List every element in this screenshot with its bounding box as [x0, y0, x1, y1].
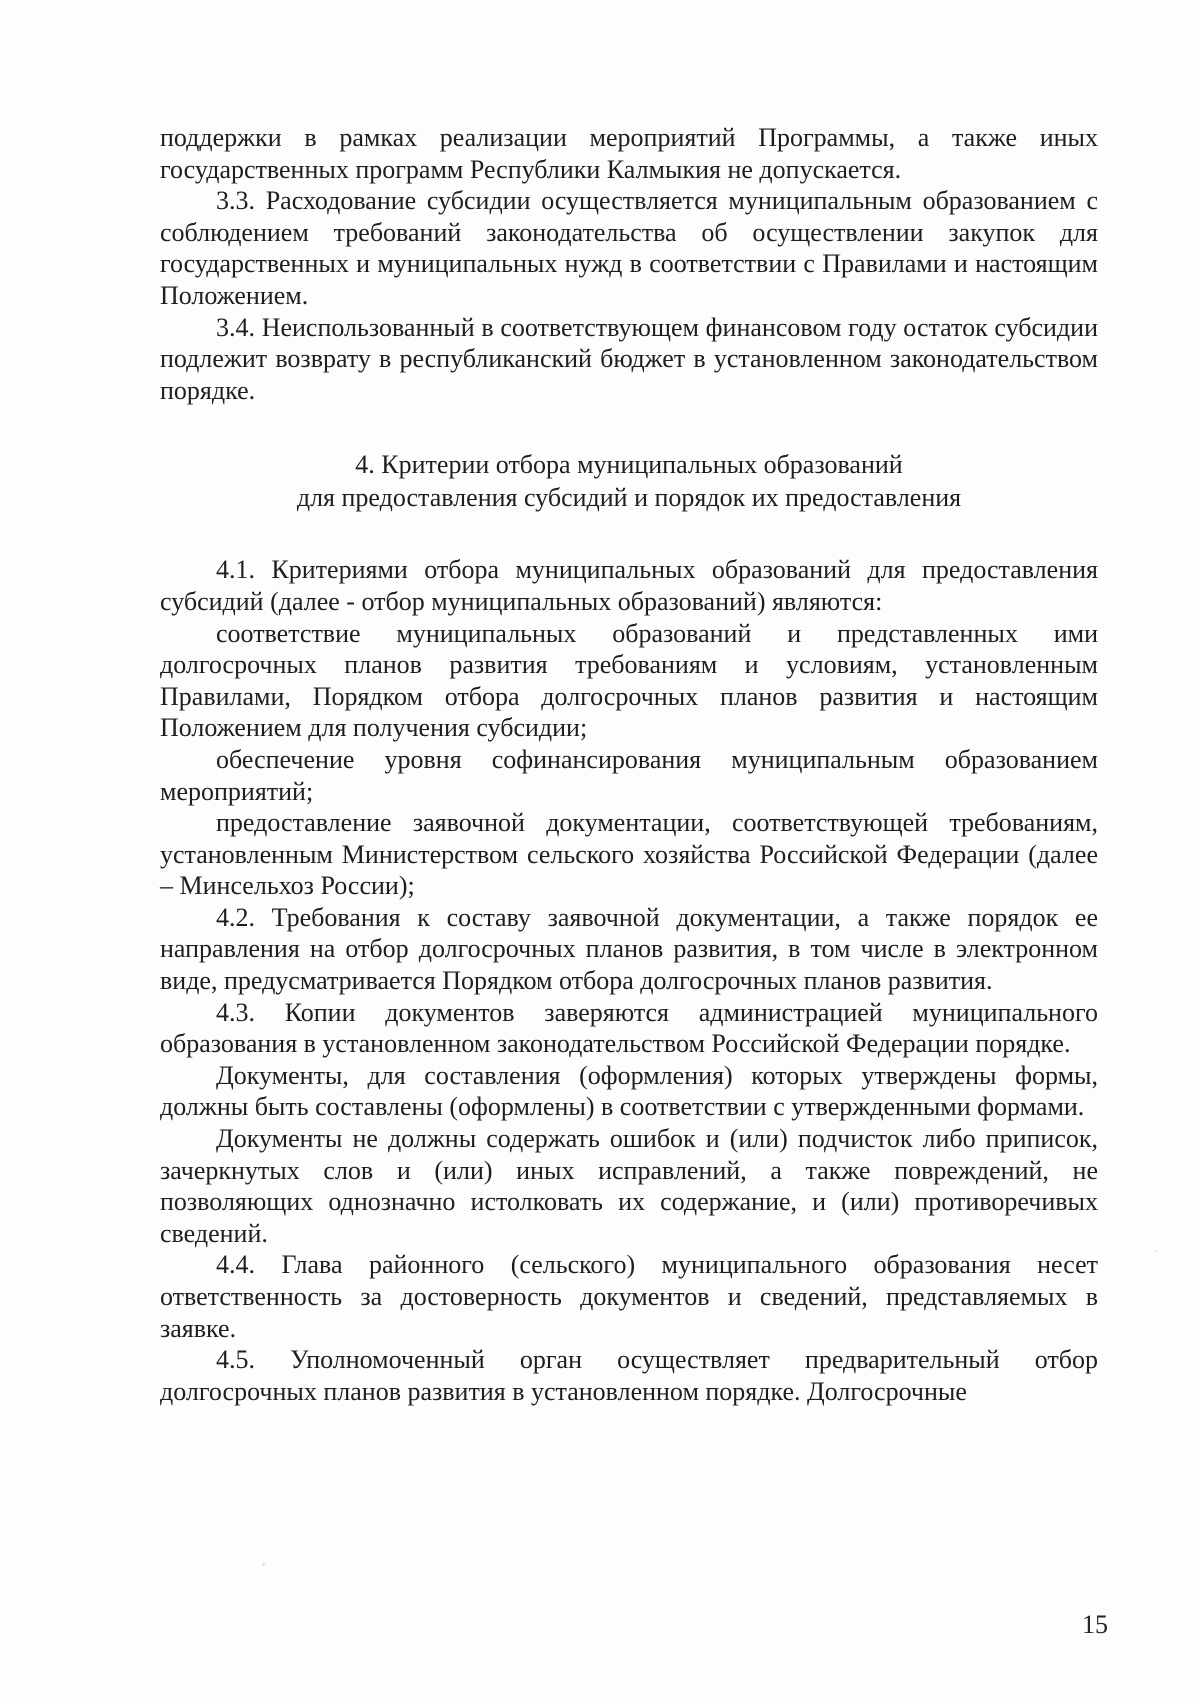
page-number: 15 [1082, 1610, 1108, 1639]
paragraph-4-4: 4.4. Глава районного (сельского) муниципального образования несет ответственность за достоверность документов и сведений, представляемых в заявке. [160, 1250, 1098, 1343]
section-heading-line-1: 4. Критерии отбора муниципальных образований [355, 450, 903, 480]
paragraph-4-3-errors: Документы не должны содержать ошибок и (или) подчисток либо приписок, зачеркнутых слов и (или) иных исправлений, а также повреждений, не позволяющих однозначно истолковать их содержание, и (или) противоречивых сведений. [160, 1124, 1098, 1248]
paragraph-4-1-criterion-documentation: предоставление заявочной документации, соответствующей требованиям, установленным Министерством сельского хозяйства Российской Федерации (далее – Минсельхоз России); [160, 808, 1098, 901]
paragraph-4-1-criterion-compliance: соответствие муниципальных образований и представленных ими долгосрочных планов развития требованиям и условиям, установленным Правилами, Порядком отбора долгосрочных планов развития и настоящим Положением для получения субсидии; [160, 618, 1098, 743]
scan-speck [262, 1563, 265, 1566]
paragraph-4-2: 4.2. Требования к составу заявочной документации, а также порядок ее направления на отбор долгосрочных планов развития, в том числе в электронном виде, предусматривается Порядком отбора долгосрочных планов развития. [160, 902, 1098, 996]
paragraph-4-3-forms: Документы, для составления (оформления) которых утверждены формы, должны быть составлены (оформлены) в соответствии с утвержденными формами. [160, 1060, 1098, 1122]
section-heading-line-2: для предоставления субсидий и порядок их предоставления [296, 483, 962, 513]
paragraph-intro: поддержки в рамках реализации мероприятий Программы, а также иных государственных программ Республики Калмыкия не допускается. [160, 123, 1098, 184]
paragraph-4-3: 4.3. Копии документов заверяются администрацией муниципального образования в установленном законодательством Российской Федерации порядке. [160, 997, 1098, 1059]
paragraph-4-1-criterion-cofinancing: обеспечение уровня софинансирования муниципальным образованием мероприятий; [160, 744, 1098, 806]
scan-speck [1155, 1250, 1157, 1252]
paragraph-4-1: 4.1. Критериями отбора муниципальных образований для предоставления субсидий (далее - отбор муниципальных образований) являются: [160, 555, 1098, 616]
paragraph-3-4: 3.4. Неиспользованный в соответствующем финансовом году остаток субсидии подлежит возврату в республиканский бюджет в установленном законодательством порядке. [160, 312, 1098, 405]
document-body [160, 122, 1098, 1407]
paragraph-3-3: 3.3. Расходование субсидии осуществляется муниципальным образованием с соблюдением требований законодательства об осуществлении закупок для государственных и муниципальных нужд в соответствии с Правилами и настоящим Положением. [160, 186, 1098, 310]
paragraph-4-5: 4.5. Уполномоченный орган осуществляет предварительный отбор долгосрочных планов развития в установленном порядке. Долгосрочные [160, 1345, 1098, 1406]
section-heading [160, 448, 1098, 514]
